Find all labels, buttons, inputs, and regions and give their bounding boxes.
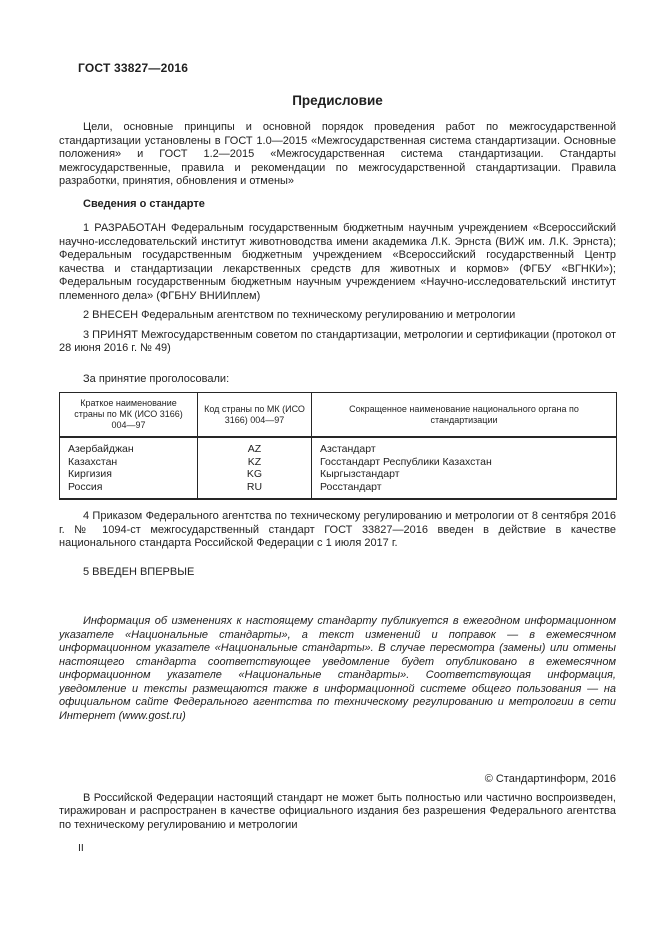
reproduction-restriction: В Российской Федерации настоящий стандарт не может быть полностью или частично воспроизведен, тиражирован и распространен в качестве официального издания без разрешения Федерального агентства по техническому регулированию и метрологии [59, 791, 616, 831]
cell-code: AZ [198, 437, 312, 456]
vote-table [59, 392, 617, 500]
cell-body: Росстандарт [312, 481, 617, 500]
table-row [60, 468, 617, 481]
table-header-body: Сокращенное наименование национального органа по стандартизации [312, 393, 617, 438]
table-row [60, 437, 617, 456]
standard-item-developed: 1 РАЗРАБОТАН Федеральным государственным бюджетным научным учреждением «Всероссийский научно-исследовательский институт животноводства имени академика Л.К. Эрнста (ВИЖ им. Л.К. Эрнста); Федеральным государственным бюджетным учреждением «Всероссийский государственный Центр качества и стандартизации лекарственных средств для животных и кормов» (ФГБУ «ВГНКИ»); Федеральным государственным бюджетным научным учреждением «Научно-исследовательский институт племенного дела» (ФГБНУ ВНИИплем) [59, 222, 616, 302]
vote-table-body [60, 437, 617, 499]
cell-code: KG [198, 468, 312, 481]
table-row [60, 481, 617, 500]
vote-table-header [60, 393, 617, 438]
page-content [59, 0, 616, 854]
section-heading-standard-info: Сведения о стандарте [83, 197, 205, 210]
cell-country: Россия [60, 481, 198, 500]
intro-paragraph: Цели, основные принципы и основной порядок проведения работ по межгосударственной стандартизации установлены в ГОСТ 1.0—2015 «Межгосударственная система стандартизации. Основные положения» и ГОСТ 1.2—2015 «Межгосударственная система стандартизации. Стандарты межгосударственные, правила и рекомендации по межгосударственной стандартизации. Правила разработки, принятия, обновления и отмены» [59, 121, 616, 187]
vote-heading: За принятие проголосовали: [83, 372, 230, 385]
standard-item-submitted: 2 ВНЕСЕН Федеральным агентством по техническому регулированию и метрологии [83, 309, 516, 321]
doc-code: ГОСТ 33827—2016 [78, 61, 189, 75]
page-number: II [78, 842, 84, 854]
cell-country: Киргизия [60, 468, 198, 481]
table-header-row [60, 393, 617, 438]
copyright-line: © Стандартинформ, 2016 [484, 773, 616, 785]
table-header-code: Код страны по МК (ИСО 3166) 004—97 [198, 393, 312, 438]
cell-body: Госстандарт Республики Казахстан [312, 456, 617, 469]
cell-country: Азербайджан [60, 437, 198, 456]
cell-body: Кыргызстандарт [312, 468, 617, 481]
standard-item-adopted: 3 ПРИНЯТ Межгосударственным советом по стандартизации, метрологии и сертификации (протокол от 28 июня 2016 г. № 49) [59, 328, 617, 354]
standard-item-first-edition: 5 ВВЕДЕН ВПЕРВЫЕ [83, 565, 195, 578]
cell-body: Азстандарт [312, 437, 617, 456]
cell-code: RU [198, 481, 312, 500]
standard-item-enacted: 4 Приказом Федерального агентства по техническому регулированию и метрологии от 8 сентября 2016 г. № 1094-ст межгосударственный стандарт ГОСТ 33827—2016 введен в действие в качестве национального стандарта Российской Федерации с 1 июля 2017 г. [59, 510, 616, 549]
page-title: Предисловие [292, 93, 383, 108]
cell-code: KZ [198, 456, 312, 469]
amendments-notice: Информация об изменениях к настоящему стандарту публикуется в ежегодном информационном указателе «Национальные стандарты», а текст изменений и поправок — в ежемесячном информационном указателе «Национальные стандарты». В случае пересмотра (замены) или отмены настоящего стандарта соответствующее уведомление будет опубликовано в ежемесячном информационном указателе «Национальные стандарты». Соответствующая информация, уведомление и тексты размещаются также в информационной системе общего пользования — на официальном сайте Федерального агентства по техническому регулированию и метрологии в сети Интернет (www.gost.ru) [59, 615, 616, 722]
table-row [60, 456, 617, 469]
cell-country: Казахстан [60, 456, 198, 469]
table-header-country: Краткое наименование страны по МК (ИСО 3166) 004—97 [60, 393, 198, 438]
